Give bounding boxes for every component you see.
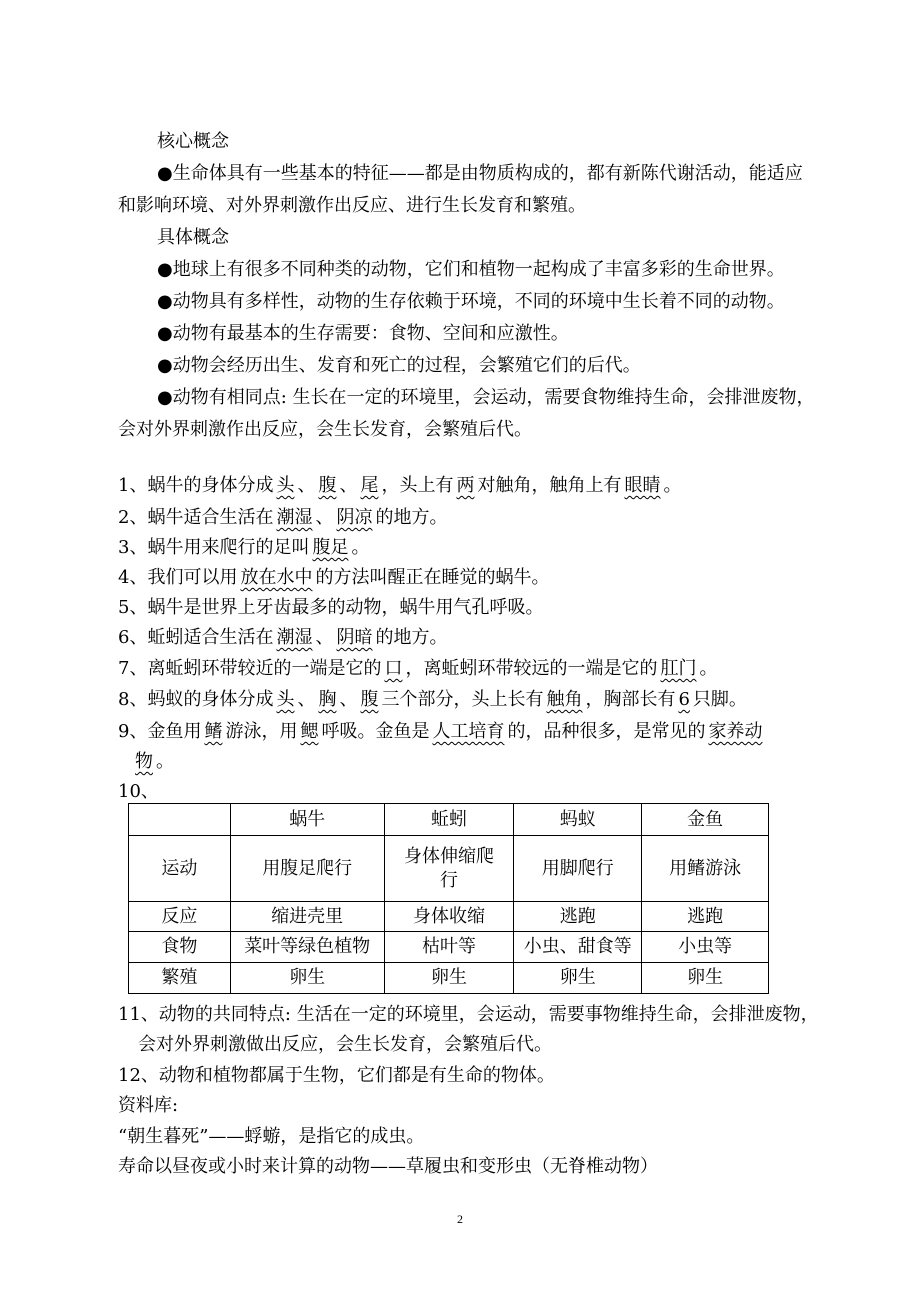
library-line-2: 寿命以昼夜或小时来计算的动物——草履虫和变形虫（无脊椎动物） (118, 1156, 658, 1177)
answer-blank: 腹足 (312, 537, 349, 558)
question-9-line-1: 9、金鱼用 鳍 游泳，用 鳃 呼吸。金鱼是 人工培育 的，品种很多，是常见的 家养动 (118, 720, 765, 744)
question-8: 8、蚂蚁的身体分成 头 、 胸 、 腹 三个部分，头上长有 触角 ，胸部长有 6 只脚。 (118, 689, 747, 710)
table-cell: 卵生 (230, 963, 384, 994)
question-7: 7、离蚯蚓环带较近的一端是它的 口 ，离蚯蚓环带较远的一端是它的 肛门 。 (118, 658, 718, 679)
table-cell: 卵生 (642, 963, 769, 994)
answer-blank: 肛门 (660, 658, 697, 679)
table-cell: 小虫等 (642, 932, 769, 963)
answer-blank: 腹 (318, 475, 337, 496)
table-cell: 身体收缩 (384, 902, 514, 932)
table-cell: 用鳍游泳 (642, 836, 769, 902)
table-row-label: 运动 (129, 836, 231, 902)
table-cell: 卵生 (514, 963, 642, 994)
question-1: 1、蜗牛的身体分成 头 、 腹 、 尾 ，头上有 两 对触角，触角上有 眼睛 。 (118, 475, 682, 496)
answer-blank: 阴凉 (336, 507, 373, 528)
concept-bullet-1: ●地球上有很多不同种类的动物，它们和植物一起构成了丰富多彩的生命世界。 (157, 259, 785, 280)
concept-bullet-3: ●动物有最基本的生存需要：食物、空间和应激性。 (157, 323, 569, 344)
table-cell: 逃跑 (642, 902, 769, 932)
table-cell: 身体伸缩爬行 (384, 836, 514, 902)
answer-blank: 潮湿 (276, 627, 313, 648)
answer-blank: 阴暗 (336, 627, 373, 648)
page-number: 2 (457, 1212, 463, 1226)
table-header-row (129, 804, 769, 836)
table-cell: 逃跑 (514, 902, 642, 932)
answer-blank: 潮湿 (276, 507, 313, 528)
table-row-label: 反应 (129, 902, 231, 932)
animal-comparison-table (128, 803, 769, 994)
answer-blank: 头 (276, 689, 295, 710)
answer-blank: 物 (135, 751, 153, 772)
question-2: 2、蜗牛适合生活在 潮湿 、 阴凉 的地方。 (118, 507, 448, 528)
question-11-line-2: 会对外界刺激做出反应，会生长发育，会繁殖后代。 (138, 1034, 552, 1055)
answer-blank: 尾 (360, 475, 379, 496)
table-header-cell: 蚂蚁 (514, 804, 642, 836)
library-heading: 资料库: (118, 1095, 179, 1116)
table-header-cell: 蜗牛 (230, 804, 384, 836)
question-11-line-1: 11、动物的共同特点: 生活在一定的环境里，会运动，需要事物维持生命，会排泄废物， (118, 1004, 819, 1025)
answer-blank: 眼睛 (624, 475, 661, 496)
table-cell: 用腹足爬行 (230, 836, 384, 902)
answer-blank: 鳍 (204, 721, 223, 742)
table-row (129, 902, 769, 932)
question-5: 5、蜗牛是世界上牙齿最多的动物，蜗牛用气孔呼吸。 (118, 597, 544, 618)
answer-blank: 胸 (318, 689, 337, 710)
table-row (129, 836, 769, 902)
question-12: 12、动物和植物都属于生物，它们都是有生命的物体。 (118, 1065, 555, 1086)
table-row-label: 繁殖 (129, 963, 231, 994)
table-row-label: 食物 (129, 932, 231, 963)
answer-blank: 鳃 (300, 721, 319, 742)
core-concept-line-1: ●生命体具有一些基本的特征——都是由物质构成的，都有新陈代谢活动，能适应 (157, 163, 803, 184)
concept-bullet-5-line-1: ●动物有相同点: 生长在一定的环境里，会运动，需要食物维持生命，会排泄废物， (157, 387, 815, 408)
answer-blank: 6 (678, 689, 690, 710)
table-header-cell (129, 804, 231, 836)
table-cell: 卵生 (384, 963, 514, 994)
question-6: 6、蚯蚓适合生活在 潮湿 、 阴暗 的地方。 (118, 627, 448, 648)
answer-blank: 人工培育 (432, 721, 505, 742)
answer-blank: 口 (384, 658, 403, 679)
table-cell: 用脚爬行 (514, 836, 642, 902)
concept-bullet-4: ●动物会经历出生、发育和死亡的过程，会繁殖它们的后代。 (157, 355, 641, 376)
table-cell: 枯叶等 (384, 932, 514, 963)
concrete-concept-heading: 具体概念 (157, 227, 229, 248)
answer-blank: 放在水中 (240, 567, 313, 588)
core-concept-line-2: 和影响环境、对外界刺激作出反应、进行生长发育和繁殖。 (118, 195, 586, 216)
table-row (129, 963, 769, 994)
question-10-label: 10、 (118, 781, 159, 802)
answer-blank: 两 (456, 475, 475, 496)
table-cell: 缩进壳里 (230, 902, 384, 932)
question-3: 3、蜗牛用来爬行的足叫 腹足 。 (118, 537, 370, 558)
answer-blank: 腹 (360, 689, 379, 710)
table-cell: 小虫、甜食等 (514, 932, 642, 963)
table-header-cell: 蚯蚓 (384, 804, 514, 836)
answer-blank: 头 (276, 475, 295, 496)
concept-bullet-2: ●动物具有多样性，动物的生存依赖于环境，不同的环境中生长着不同的动物。 (157, 291, 785, 312)
core-concept-heading: 核心概念 (157, 131, 229, 152)
question-9-line-2: 物 。 (132, 750, 174, 774)
concept-bullet-5-line-2: 会对外界刺激作出反应，会生长发育，会繁殖后代。 (118, 419, 532, 440)
table-row (129, 932, 769, 963)
answer-blank: 家养动 (708, 721, 763, 742)
question-4: 4、我们可以用 放在水中 的方法叫醒正在睡觉的蜗牛。 (118, 567, 550, 588)
table-cell: 菜叶等绿色植物 (230, 932, 384, 963)
library-line-1: “朝生暮死”——蜉蝣，是指它的成虫。 (118, 1126, 425, 1147)
answer-blank: 触角 (546, 689, 583, 710)
table-header-cell: 金鱼 (642, 804, 769, 836)
